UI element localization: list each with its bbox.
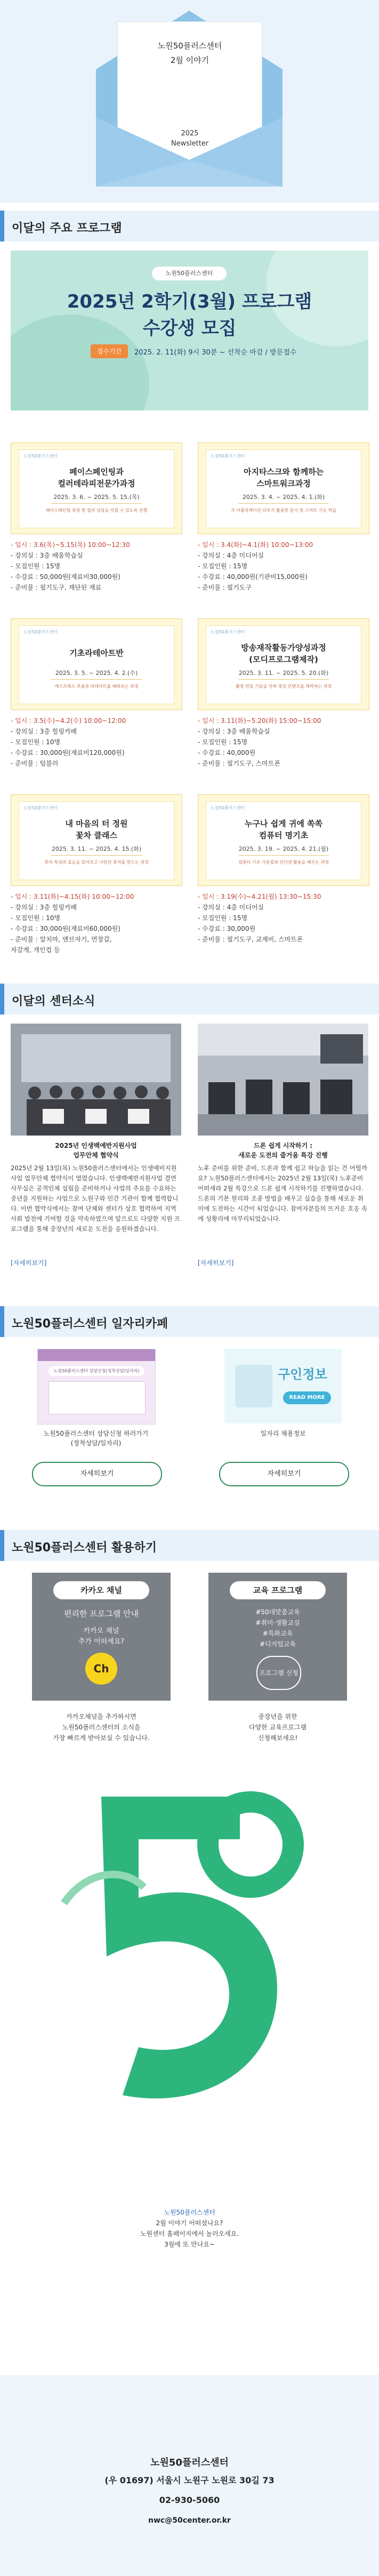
kakao-card-line2: 카카오 채널 — [83, 1627, 119, 1635]
program-card[interactable]: 노원50플러스센터 방송재작활동가양성과정 (모디프로그램제작) 2025. 3. 11. ~ 2025. 5. 20.(화) 촬영 편집 기술을 익혀 영상 콘텐츠를 제작하는 과정 - 일시 : 3.11(화)~5.20(화) 15:00~15:00 - 강의실 : 3층 배움학습실 - 모집인원 : 15명 - 수강료 : 40,000원 - 준비물 : 필기도구, 스마트폰 — [198, 618, 368, 769]
job-more-button[interactable]: 자세히보기 — [219, 1462, 349, 1486]
banner-period-badge: 접수기간 — [91, 344, 128, 358]
footer-email[interactable]: nwc@50center.or.kr — [148, 2516, 231, 2525]
section-title-jobs: 노원50플러스센터 일자리카페 — [0, 1306, 379, 1337]
closing-area — [0, 1765, 379, 2372]
banner-org: 노원50플러스센터 — [152, 267, 227, 280]
header-line4: Newsletter — [171, 140, 209, 148]
program-card[interactable]: 노원50플러스센터 페이스페인팅과 컬러테라피전문가과정 2025. 3. 6. ~ 2025. 5. 15.(목) 페이스페인팅 과정 및 컬러 상담을 익힐 수 있도록 진행 - 일시 : 3.6(목)~5.15(목) 10:00~12:30 - 강의실 : 3층 배움학습실 - 모집인원 : 15명 - 수강료 : 50,000원(재료비30,000원) - 준비물 : 필기도구, 재단된 재료 — [11, 442, 181, 593]
education-program-card[interactable] — [208, 1573, 347, 1701]
envelope-front-icon — [96, 11, 283, 187]
consult-banner[interactable] — [37, 1349, 156, 1424]
banner-period: 2025. 2. 11(화) 9시 30분 ~ 선착순 마감 / 방문접수 — [134, 349, 297, 357]
footer-name: 노원50플러스센터 — [150, 2457, 229, 2468]
footer-address: (우 01697) 서울시 노원구 노원로 30길 73 — [104, 2475, 275, 2485]
edu-caption: 중장년을 위한 다양한 교육프로그램 신청해보세요! — [248, 1713, 307, 1742]
consult-banner-title: 노원50플러스센터 상담신청(정착상담/일자리) — [49, 1366, 144, 1376]
news-photo — [198, 1024, 368, 1136]
banner-subtitle: 수강생 모집 — [142, 318, 237, 339]
kakao-channel-icon: Ch — [85, 1653, 117, 1685]
consult-more-button[interactable]: 자세히보기 — [32, 1462, 162, 1486]
envelope-illustration — [96, 11, 283, 187]
kakao-card-line1: 편리한 프로그램 안내 — [64, 1609, 139, 1619]
program-card[interactable]: 노원50플러스센터 누구나 쉽게 귀에 쏙쏙 컴퓨터 명기초 2025. 3. 19. ~ 2025. 4. 21.(월) 컴퓨터 기초 사용법과 인터넷 활용을 배우는 과정 - 일시 : 3.19(수)~4.21(월) 13:30~15:30 - 강의실 : 4층 미디어실 - 모집인원 : 15명 - 수강료 : 30,000원 - 준비물 : 필기도구, 교재비, 스마트폰 — [198, 794, 368, 945]
kakao-channel-card[interactable] — [32, 1573, 171, 1701]
header-line1: 노원50플러스센터 — [157, 41, 222, 51]
kakao-card-title: 카카오 채널 — [53, 1581, 149, 1599]
closing-message: 노원50플러스센터 2월 이야기 어떠셨나요? 노원센터 홈페이지에서 놀러오세요. 3월에 또 만나요~ — [140, 2209, 239, 2248]
program-card[interactable]: 노원50플러스센터 아지타스크와 함께하는 스마트워크과정 2025. 3. 4. ~ 2025. 4. 1.(화) 각 어플리케이션 다루기 활용한 문서 및 스마트 기능 학습 - 일시 : 3.4(화)~4.1(화) 10:00~13:00 - 강의실 : 4층 미디어실 - 모집인원 : 15명 - 수강료 : 40,000원(기관비15,000원) - 준비물 : 필기도구 — [198, 442, 368, 593]
header-line3: 2025 — [181, 130, 199, 138]
news-more-link[interactable]: [자세히보기] — [198, 1259, 234, 1267]
kakao-card-line3: 추가 어떠세요? — [78, 1638, 125, 1646]
program-banner[interactable] — [11, 251, 368, 410]
news-photo — [11, 1024, 181, 1136]
news-text: 2025년 2월 13일(목) 노원50플러스센터에서는 인생예비지원사업 업무안체 협약식이 열렸습니다. 인생백예반지원사업 결연 사무실은 공적인체 설립을 준비하거나 사업의 주요를 수요하는 중년을 지원하는 사업으로 노원구와 민간 기관이 함께 협력합니다. 이번 협약식에서는 참여 단체와 센터가 상호 협력하여 지역 사회 발전에 기여할 것을 약속하였으며 앞으로도 다양한 지원 프로그램을 통해 중장년의 새로운 도전을 응원하겠습니다. — [11, 1164, 181, 1233]
header-line2: 2월 이야기 — [170, 55, 209, 65]
banner-title: 2025년 2학기(3월) 프로그램 — [67, 291, 312, 312]
news-text: 노후 준비를 위한 준비, 드론과 함께 쉽고 하늘을 읽는 건 어떨까요? 노원50플러스센터에서는 2025년 2월 13일(목) 노후준비 어떠세라 2월 특강으로 드론 쉽게 시작하기를 진행하였습니다. 드론의 기본 원리와 조종 방법을 배우고 실습을 통해 새로운 취미에 도전하는 시간이 되었습니다. 참여자분들의 뜨거운 호응 속에 성황리에 마무리되었습니다. — [198, 1164, 368, 1222]
read-more-badge: READ MORE — [283, 1391, 331, 1404]
news-more-link[interactable]: [자세히보기] — [11, 1259, 47, 1267]
footer — [0, 2375, 379, 2576]
job-info-caption: 일자리 채용정보 — [260, 1430, 306, 1437]
consult-caption: 노원50플러스센터 상담신청 하러가기 (정착상담/일자리) — [43, 1430, 149, 1447]
section-title-activity: 노원50플러스센터 활용하기 — [0, 1530, 379, 1561]
job-info-banner[interactable] — [224, 1349, 342, 1423]
newsletter-header — [0, 0, 379, 203]
footer-phone[interactable]: 02-930-5060 — [159, 2495, 220, 2505]
program-card[interactable]: 노원50플러스센터 기초라테아트반 2025. 3. 5. ~ 2025. 4. 2.(수) 에스프레소 추출과 라테아트를 배워보는 과정 - 일시 : 3.5(수)~4.2(수) 10:00~12:00 - 강의실 : 3층 힐링카페 - 모집인원 : 10명 - 수강료 : 30,000원(재료비120,000원) - 준비물 : 텀블러 — [11, 618, 181, 769]
program-card[interactable]: 노원50플러스센터 내 마음의 터 정원 꽃차 클래스 2025. 3. 11. ~ 2025. 4. 15.(화) 꽃의 특성과 효능을 알아보고 나만의 꽃차를 만드는 과정 - 일시 : 3.11(화)~4.15(화) 10:00~12:00 - 강의실 : 3층 힐링카페 - 모집인원 : 10명 - 수강료 : 30,000원(재료비60,000원) - 준비물 : 앞치마, 앤브자기, 면장갑, 자갈게, 개인컵 등 — [11, 794, 181, 955]
section-title-news: 이달의 센터소식 — [0, 984, 379, 1015]
classroom-photo-icon — [198, 1024, 368, 1136]
section-title-programs: 이달의 주요 프로그램 — [0, 211, 379, 241]
center-50-logo-icon — [0, 1765, 379, 2170]
kakao-caption: 카카오채널을 추가하시면 노원50플러스센터의 소식을 가장 빠르게 받아보실 수 있습니다. — [53, 1713, 150, 1742]
group-photo-icon — [11, 1024, 181, 1136]
program-apply-badge: 프로그램 신청 — [256, 1656, 301, 1690]
edu-card-tags: #50대맞춤교육 #취미·생활교실 #특화교육 #디지털교육 — [255, 1608, 300, 1648]
edu-card-title: 교육 프로그램 — [230, 1581, 326, 1599]
job-info-title: 구인정보 — [278, 1367, 327, 1382]
news-caption: 드론 쉽게 시작하기 : 새로운 도전의 즐거움 특강 진행 — [238, 1142, 328, 1159]
news-caption: 2025년 인생백예반지원사업 업무안체 협약식 — [55, 1142, 137, 1159]
